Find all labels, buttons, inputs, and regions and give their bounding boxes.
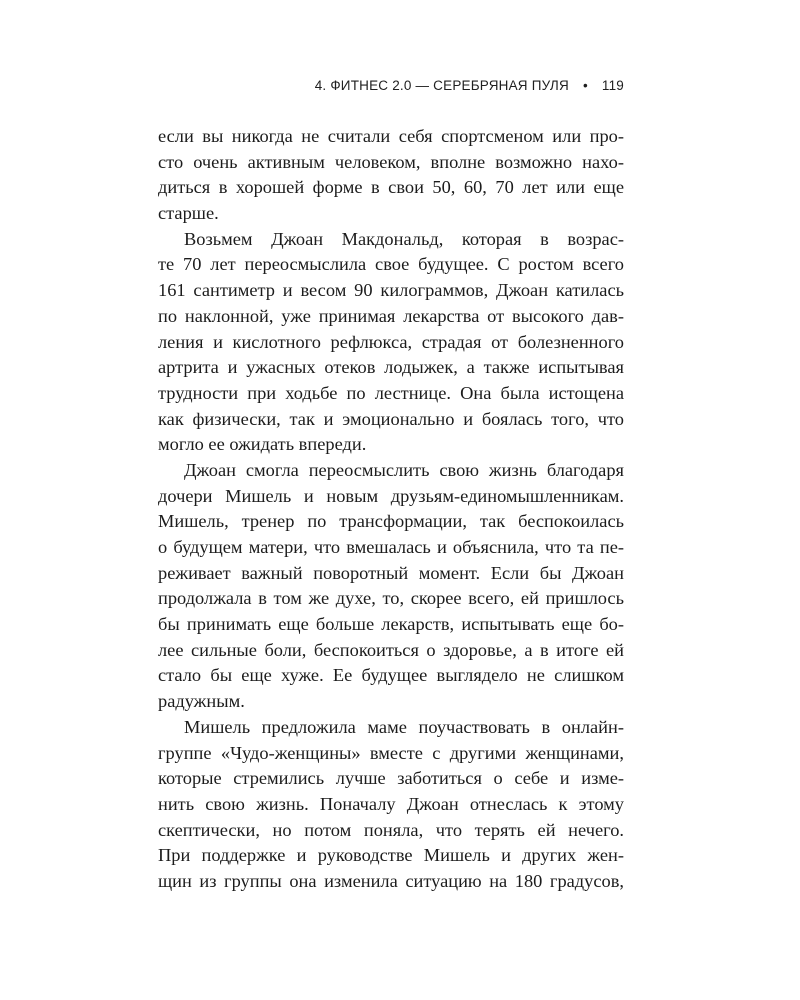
body-text xyxy=(158,124,624,895)
text-line: старше. xyxy=(158,203,219,224)
text-line: могло ее ожидать впереди. xyxy=(158,434,367,455)
text-line: которые стремились лучше заботиться о себе и изме- xyxy=(158,768,624,789)
text-line: группе «Чудо-женщины» вместе с другими женщинами, xyxy=(158,742,624,763)
text-line: артрита и ужасных отеков лодыжек, а также испытывая xyxy=(158,357,624,378)
text-line: если вы никогда не считали себя спортсменом или про- xyxy=(158,126,624,146)
text-line: продолжала в том же духе, то, скорее всего, ей пришлось xyxy=(158,588,624,609)
running-head xyxy=(315,78,624,93)
text-line: лее сильные боли, беспокоиться о здоровье, а в итоге ей xyxy=(158,639,624,660)
text-line: Мишель предложила маме поучаствовать в онлайн- xyxy=(184,716,624,737)
text-line: Мишель, тренер по трансформации, так беспокоилась xyxy=(158,511,624,532)
text-line: 161 сантиметр и весом 90 килограммов, Джоан катилась xyxy=(158,280,624,301)
header-separator: • xyxy=(582,78,588,93)
text-line: При поддержке и руководстве Мишель и других жен- xyxy=(158,845,624,866)
text-line: стало бы еще хуже. Ее будущее выглядело не слишком xyxy=(158,665,624,686)
text-line: скептически, но потом поняла, что терять ей нечего. xyxy=(158,819,624,840)
text-line: радужным. xyxy=(158,691,245,712)
text-line: сто очень активным человеком, вполне возможно нахо- xyxy=(158,151,624,172)
page-number: 119 xyxy=(601,78,624,93)
text-line: нить свою жизнь. Поначалу Джоан отнеслась к этому xyxy=(158,793,624,814)
text-line: дочери Мишель и новым друзьям-единомышленникам. xyxy=(158,485,624,506)
text-line: как физически, так и эмоционально и боялась того, что xyxy=(158,408,624,429)
text-line: Возьмем Джоан Макдональд, которая в возрас- xyxy=(184,228,624,249)
text-line: бы принимать еще больше лекарств, испытывать еще бо- xyxy=(158,614,624,635)
text-line: щин из группы она изменила ситуацию на 180 градусов, xyxy=(158,870,624,891)
text-line: те 70 лет переосмыслила свое будущее. С ростом всего xyxy=(158,254,624,275)
text-line: по наклонной, уже принимая лекарства от высокого дав- xyxy=(158,305,624,326)
text-line: диться в хорошей форме в свои 50, 60, 70 лет или еще xyxy=(158,177,624,198)
text-line: Джоан смогла переосмыслить свою жизнь благодаря xyxy=(184,459,624,480)
text-line: ления и кислотного рефлюкса, страдая от болезненного xyxy=(158,331,624,352)
text-line: реживает важный поворотный момент. Если бы Джоан xyxy=(158,562,624,583)
chapter-title: 4. ФИТНЕС 2.0 — СЕРЕБРЯНАЯ ПУЛЯ xyxy=(314,78,569,93)
text-line: трудности при ходьбе по лестнице. Она была истощена xyxy=(158,382,624,403)
text-line: о будущем матери, что вмешалась и объяснила, что та пе- xyxy=(158,537,624,557)
